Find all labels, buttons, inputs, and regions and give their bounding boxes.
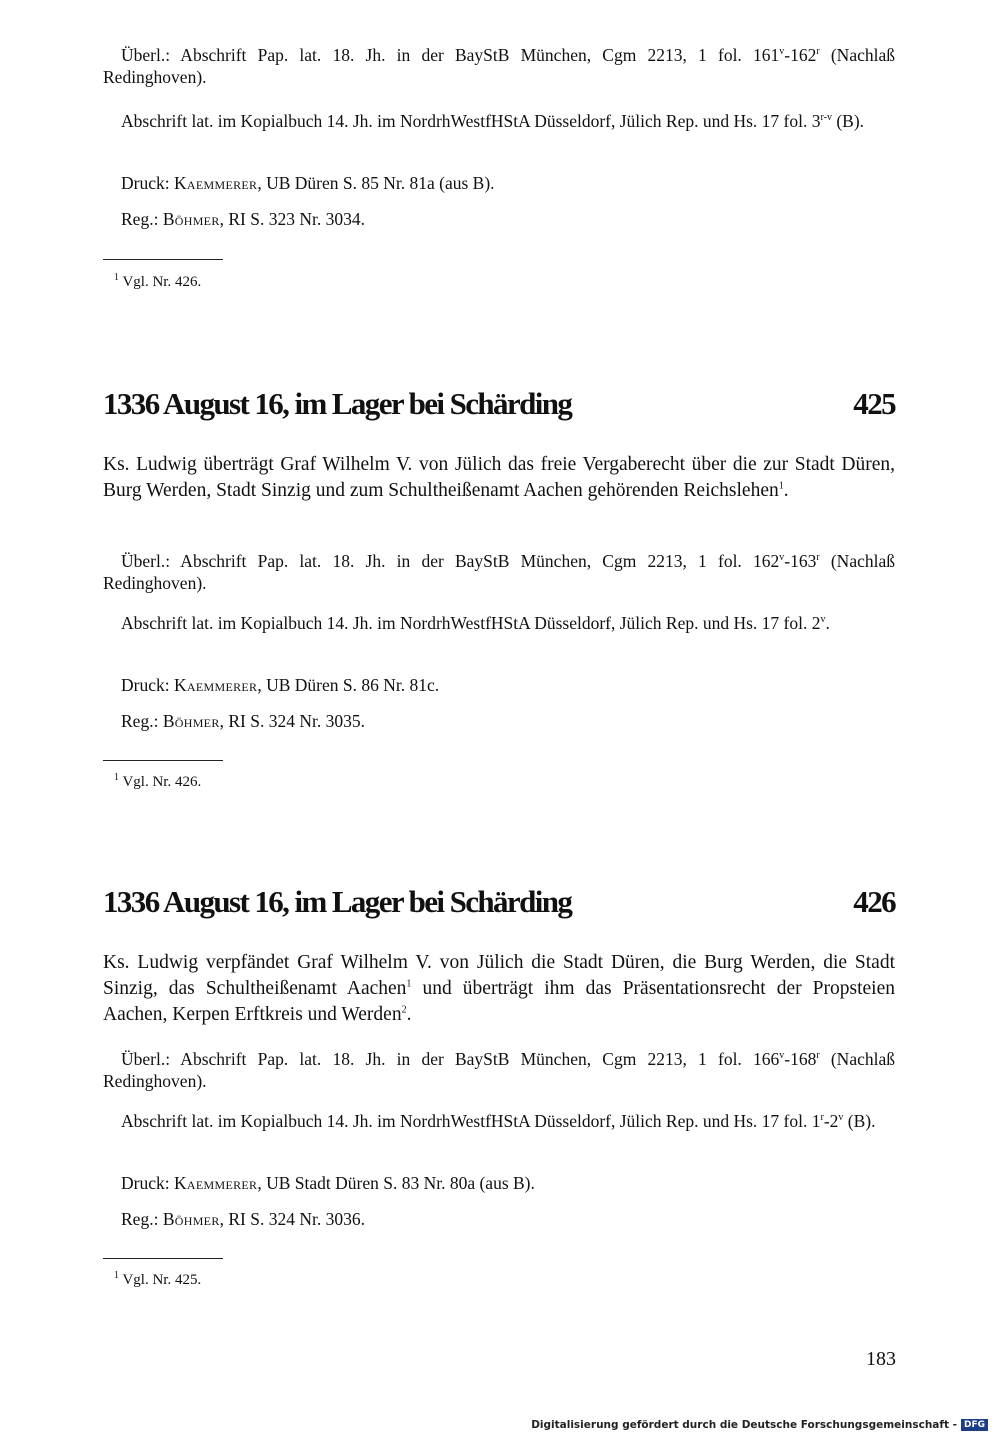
entry-ueberlieferung: Überl.: Abschrift Pap. lat. 18. Jh. in der BayStB München, Cgm 2213, 1 fol. 166$^v$-168$^r$ (Nachlaß Redinghoven).: [103, 1049, 895, 1091]
entry-number: 425: [853, 386, 895, 421]
top-druck: Druck: Kaemmerer, UB Düren S. 85 Nr. 81a (aus B).: [121, 173, 495, 193]
page-number: 183: [866, 1348, 896, 1370]
footnote-rule: [103, 760, 223, 761]
entry-abschrift: Abschrift lat. im Kopialbuch 14. Jh. im NordrhWestfHStA Düsseldorf, Jülich Rep. und Hs. 17 fol. 1$^r$-2$^v$ (B).: [121, 1111, 876, 1131]
entry-abschrift: Abschrift lat. im Kopialbuch 14. Jh. im NordrhWestfHStA Düsseldorf, Jülich Rep. und Hs. 17 fol. 2$^v$.: [121, 613, 830, 633]
entry-regest: Ks. Ludwig überträgt Graf Wilhelm V. von Jülich das freie Vergaberecht über die zur Stadt Düren, Burg Werden, Stadt Sinzig und zum Schultheißenamt Aachen gehörenden Reichslehen$^1$.: [103, 454, 895, 501]
entry-regesten: Reg.: Böhmer, RI S. 324 Nr. 3036.: [121, 1209, 365, 1229]
top-regesten: Reg.: Böhmer, RI S. 323 Nr. 3034.: [121, 209, 365, 229]
footnote: $^1$ Vgl. Nr. 426.: [114, 272, 202, 290]
footnote-rule: [103, 259, 223, 260]
footer-text: Digitalisierung gefördert durch die Deutsche Forschungsgemeinschaft -: [531, 1419, 957, 1431]
entry-ueberlieferung: Überl.: Abschrift Pap. lat. 18. Jh. in der BayStB München, Cgm 2213, 1 fol. 162$^v$-163$^r$ (Nachlaß Redinghoven).: [103, 551, 895, 593]
footnote: $^1$ Vgl. Nr. 425.: [114, 1270, 202, 1288]
entry-druck: Druck: Kaemmerer, UB Düren S. 86 Nr. 81c.: [121, 675, 440, 695]
entry-regesten: Reg.: Böhmer, RI S. 324 Nr. 3035.: [121, 711, 365, 731]
footnote: $^1$ Vgl. Nr. 426.: [114, 772, 202, 790]
entry-regest: Ks. Ludwig verpfändet Graf Wilhelm V. von Jülich die Stadt Düren, die Burg Werden, die Stadt Sinzig, das Schultheißenamt Aachen$^1$ und überträgt ihm das Präsentationsrecht der Propsteien Aachen, Kerpen Erftkreis und Werden$^2$.: [103, 952, 895, 1025]
top-ueberlieferung: Überl.: Abschrift Pap. lat. 18. Jh. in der BayStB München, Cgm 2213, 1 fol. 161$^v$-162$^r$ (Nachlaß Redinghoven).: [103, 45, 895, 87]
dfg-logo: DFG: [961, 1419, 988, 1431]
entry-date: 1336 August 16, im Lager bei Schärding: [103, 884, 572, 919]
footnote-rule: [103, 1258, 223, 1259]
dfg-footer: [531, 1419, 988, 1431]
entry-druck: Druck: Kaemmerer, UB Stadt Düren S. 83 Nr. 80a (aus B).: [121, 1173, 535, 1193]
entry-number: 426: [853, 884, 895, 919]
entry-heading: [103, 386, 895, 422]
top-abschrift: Abschrift lat. im Kopialbuch 14. Jh. im NordrhWestfHStA Düsseldorf, Jülich Rep. und Hs. 17 fol. 3$^{r-v}$ (B).: [121, 111, 865, 131]
entry-date: 1336 August 16, im Lager bei Schärding: [103, 386, 572, 421]
entry-heading: [103, 884, 895, 920]
